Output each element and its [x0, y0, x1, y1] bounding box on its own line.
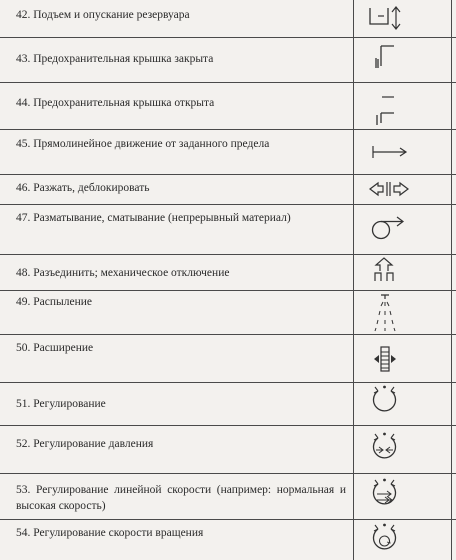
table-row: [0, 38, 456, 83]
disconnect-mechanical-icon: [354, 255, 452, 291]
tank-raise-lower-icon: [354, 0, 452, 38]
table-row: [0, 130, 456, 175]
row-label: 46. Разжать, деблокировать: [16, 182, 150, 194]
regulation-icon: [354, 383, 452, 426]
table-row: [0, 205, 456, 255]
table-row: [0, 83, 456, 130]
row-label: 44. Предохранительная крышка открыта: [16, 97, 215, 109]
linear-speed-regulation-icon: [354, 474, 452, 520]
row-label: 48. Разъединить; механическое отключение: [16, 267, 230, 279]
table-row: [0, 255, 456, 291]
row-label: 53. Регулирование линейной скорости (например: нормальная и высокая скорость): [16, 484, 346, 512]
linear-motion-from-limit-icon: [354, 130, 452, 175]
table-row: [0, 426, 456, 474]
safety-cover-closed-icon: [354, 38, 452, 83]
row-label: 47. Разматывание, сматывание (непрерывный материал): [16, 212, 291, 224]
row-label: 42. Подъем и опускание резервуара: [16, 9, 190, 21]
row-label: 54. Регулирование скорости вращения: [16, 527, 204, 539]
row-label: 45. Прямолинейное движение от заданного предела: [16, 138, 270, 150]
unwind-wind-icon: [354, 205, 452, 255]
table-row: [0, 335, 456, 383]
table-row: [0, 291, 456, 335]
unclamp-release-icon: [354, 175, 452, 205]
row-label: 49. Распыление: [16, 296, 92, 308]
row-label: 51. Регулирование: [16, 398, 106, 410]
table-row: [0, 383, 456, 426]
row-label: 50. Расширение: [16, 342, 94, 354]
safety-cover-open-icon: [354, 83, 452, 130]
table-row: [0, 175, 456, 205]
table-row: [0, 0, 456, 38]
table-row: [0, 474, 456, 520]
table-row: [0, 520, 456, 560]
expansion-icon: [354, 335, 452, 383]
row-label: 52. Регулирование давления: [16, 438, 154, 450]
spraying-icon: [354, 291, 452, 335]
rotation-speed-regulation-icon: [354, 520, 452, 560]
pressure-regulation-icon: [354, 426, 452, 474]
row-label: 43. Предохранительная крышка закрыта: [16, 53, 214, 65]
